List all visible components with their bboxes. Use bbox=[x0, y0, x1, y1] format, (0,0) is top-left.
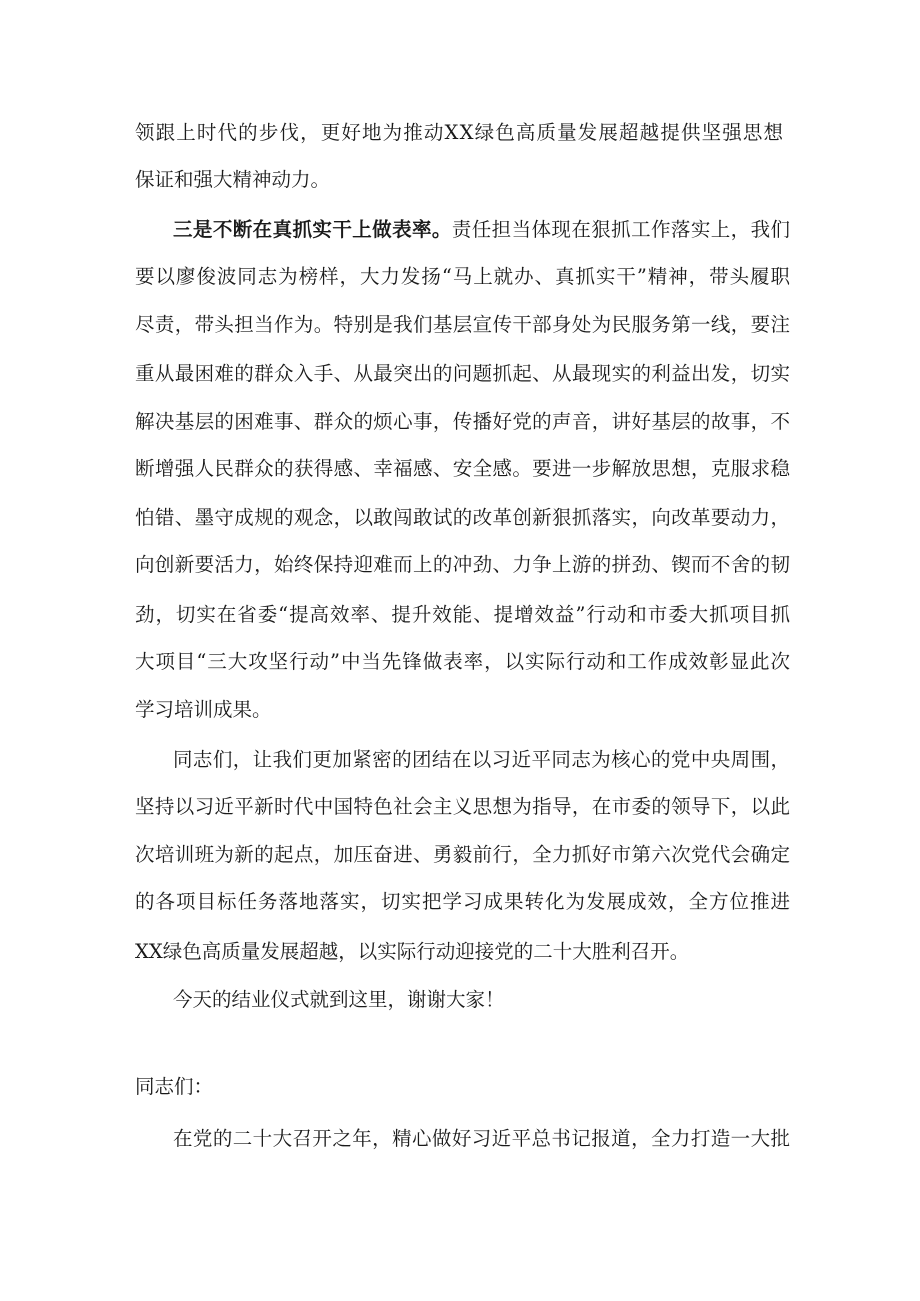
body-text: 同志们，让我们更加紧密的团结在以习近平同志为核心的党中央周围， bbox=[173, 748, 791, 771]
body-text: 向创新要活力，始终保持迎难而上的冲劲、力争上游的拼劲、锲而不舍的韧 bbox=[135, 553, 791, 576]
body-text: 尽责，带头担当作为。特别是我们基层宣传干部身处为民服务第一线，要注 bbox=[135, 313, 791, 336]
body-text: 责任担当体现在狠抓工作落实上，我们 bbox=[451, 218, 791, 241]
body-text: 大项目“三大攻坚行动”中当先锋做表率，以实际行动和工作成效彰显此次 bbox=[135, 650, 791, 673]
body-text: 重从最困难的群众入手、从最突出的问题抓起、从最现实的利益出发，切实 bbox=[135, 362, 791, 385]
text-line bbox=[135, 603, 791, 627]
body-text: 今天的结业仪式就到这里，谢谢大家！ bbox=[173, 988, 505, 1011]
text-line bbox=[135, 843, 790, 867]
text-line bbox=[173, 218, 790, 242]
text-line bbox=[135, 121, 784, 145]
body-text: 劲，切实在省委“提高效率、提升效能、提增效益”行动和市委大抓项目抓 bbox=[135, 603, 791, 626]
body-text: XX绿色高质量发展超越，以实际行动迎接党的二十大胜利召开。 bbox=[135, 940, 690, 963]
text-line bbox=[135, 795, 790, 819]
text-line bbox=[135, 506, 790, 530]
body-text: 次培训班为新的起点，加压奋进、勇毅前行，全力抓好市第六次党代会确定 bbox=[135, 843, 791, 866]
body-text: 坚持以习近平新时代中国特色社会主义思想为指导，在市委的领导下，以此 bbox=[135, 795, 791, 818]
text-line bbox=[135, 553, 790, 577]
text-line bbox=[135, 265, 791, 289]
text-line bbox=[135, 313, 790, 337]
text-line bbox=[173, 748, 790, 772]
text-line bbox=[135, 1075, 213, 1099]
text-line bbox=[173, 988, 505, 1012]
text-line bbox=[135, 698, 272, 722]
body-text: 断增强人民群众的获得感、幸福感、安全感。要进一步解放思想，克服求稳 bbox=[135, 457, 791, 480]
body-text: 保证和强大精神动力。 bbox=[135, 168, 331, 191]
text-line bbox=[135, 410, 790, 434]
text-line bbox=[135, 457, 790, 481]
body-text: 学习培训成果。 bbox=[135, 698, 272, 721]
body-text: 要以廖俊波同志为榜样，大力发扬“马上就办、真抓实干”精神，带头履职 bbox=[135, 265, 791, 288]
bold-heading-text: 三是不断在真抓实干上做表率。 bbox=[173, 218, 452, 241]
text-line bbox=[135, 362, 790, 386]
body-text: 领跟上时代的步伐，更好地为推动XX绿色高质量发展超越提供坚强思想 bbox=[135, 121, 785, 144]
body-text: 同志们： bbox=[135, 1075, 214, 1098]
text-line bbox=[173, 1127, 790, 1151]
text-line bbox=[135, 890, 791, 914]
body-text: 解决基层的困难事、群众的烦心事，传播好党的声音，讲好基层的故事，不 bbox=[135, 410, 791, 433]
text-line bbox=[135, 650, 791, 674]
body-text: 在党的二十大召开之年，精心做好习近平总书记报道，全力打造一大批 bbox=[173, 1127, 791, 1150]
text-line bbox=[135, 940, 689, 964]
body-text: 的各项目标任务落地落实，切实把学习成果转化为发展成效，全方位推进 bbox=[135, 890, 791, 913]
text-line bbox=[135, 168, 330, 192]
body-text: 怕错、墨守成规的观念，以敢闯敢试的改革创新狠抓落实，向改革要动力， bbox=[135, 506, 791, 529]
